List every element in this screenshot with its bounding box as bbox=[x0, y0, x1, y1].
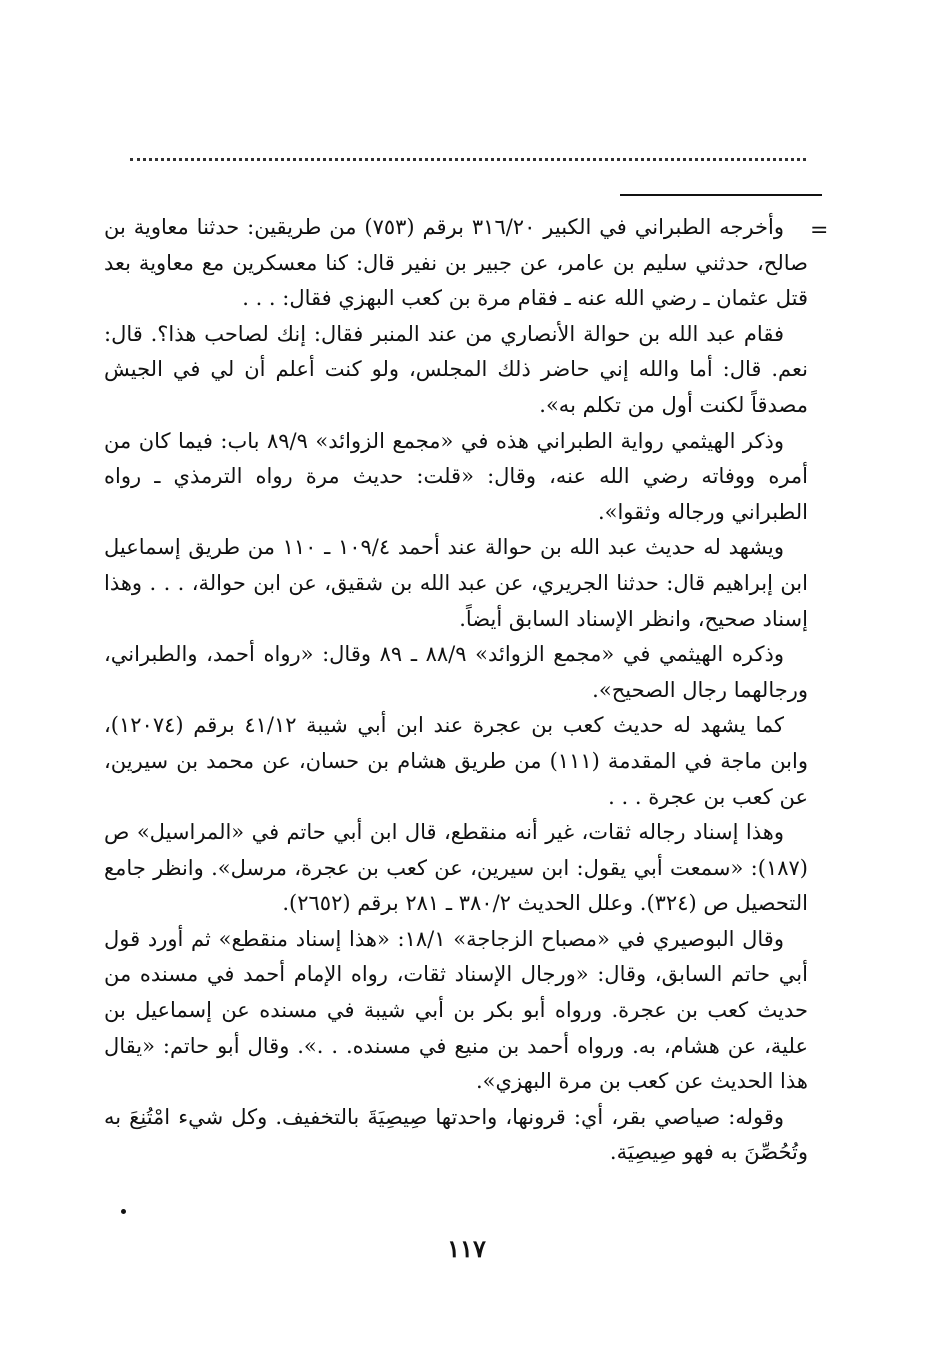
paragraph: وذكر الهيثمي رواية الطبراني هذه في «مجمع الزوائد» ٨٩/٩ باب: فيما كان من أمره ووفاته رضي الله عنه، وقال: «قلت: حديث مرة رواه الترمذي ـ رواه الطبراني ورجاله وثقوا». bbox=[104, 428, 808, 524]
paragraph: وقال البوصيري في «مصباح الزجاجة» ١٨/١: «هذا إسناد منقطع» ثم أورد قول أبي حاتم السابق، وقال: «ورجال الإسناد ثقات، رواه الإمام أحمد في مسنده من حديث كعب بن عجرة. ورواه أبو بكر بن أبي شيبة في مسنده عن إسماعيل بن علية، عن هشام، به. ورواه أحمد بن منيع في مسنده. . .». وقال أبو حاتم: «يقال هذا الحديث عن كعب بن مرة البهزي». bbox=[104, 926, 808, 1094]
continuation-mark: = bbox=[810, 218, 829, 243]
paragraph: ويشهد له حديث عبد الله بن حوالة عند أحمد ١٠٩/٤ ـ ١١٠ من طريق إسماعيل ابن إبراهيم قال: حدثنا الجريري، عن عبد الله بن شقيق، عن ابن حوالة، . . . وهذا إسناد صحيح، وانظر الإسناد السابق أيضاً. bbox=[104, 535, 808, 631]
paragraph: كما يشهد له حديث كعب بن عجرة عند ابن أبي شيبة ٤١/١٢ برقم (١٢٠٧٤)، وابن ماجة في المقدمة (١١١) من طريق هشام بن حسان، عن محمد بن سيرين، عن كعب بن عجرة . . . bbox=[104, 713, 808, 809]
footnote-rule bbox=[620, 194, 822, 196]
page-number: ١١٧ bbox=[447, 1234, 486, 1263]
paragraph: وذكره الهيثمي في «مجمع الزوائد» ٨٨/٩ ـ ٨٩ وقال: «رواه أحمد، والطبراني، ورجالهما رجال الصحيح». bbox=[104, 642, 808, 702]
paragraph: وقوله: صياصي بقر، أي: قرونها، واحدتها صِيصِيَةَ بالتخفيف. وكل شيء امْتُنِعَ به وتُحُصِّنَ به فهو صِيصِيَة. bbox=[104, 1104, 808, 1165]
paragraph: وهذا إسناد رجاله ثقات، غير أنه منقطع، قال ابن أبي حاتم في «المراسيل» ص (١٨٧): «سمعت أبي يقول: ابن سيرين، عن كعب بن عجرة، مرسل». وانظر جامع التحصيل ص (٣٢٤). وعلل الحديث ٣٨٠/٢ ـ ٢٨١ برقم (٢٦٥٢). bbox=[104, 820, 808, 916]
margin-dot bbox=[121, 1209, 126, 1214]
footnote-text bbox=[104, 210, 808, 1171]
dotted-separator bbox=[130, 158, 806, 161]
paragraph: فقام عبد الله بن حوالة الأنصاري من عند المنبر فقال: إنك لصاحب هذا؟. قال: نعم. قال: أما والله إني حاضر ذلك المجلس، ولو كنت أعلم أن لي في الجيش مصدقاً لكنت أول من تكلم به». bbox=[104, 321, 808, 417]
paragraph: وأخرجه الطبراني في الكبير ٣١٦/٢٠ برقم (٧٥٣) من طريقين: حدثنا معاوية بن صالح، حدثني سليم بن عامر، عن جبير بن نفير قال: كنا معسكرين مع معاوية بعد قتل عثمان ـ رضي الله عنه ـ فقام مرة بن كعب البهزي فقال: . . . bbox=[104, 215, 808, 311]
